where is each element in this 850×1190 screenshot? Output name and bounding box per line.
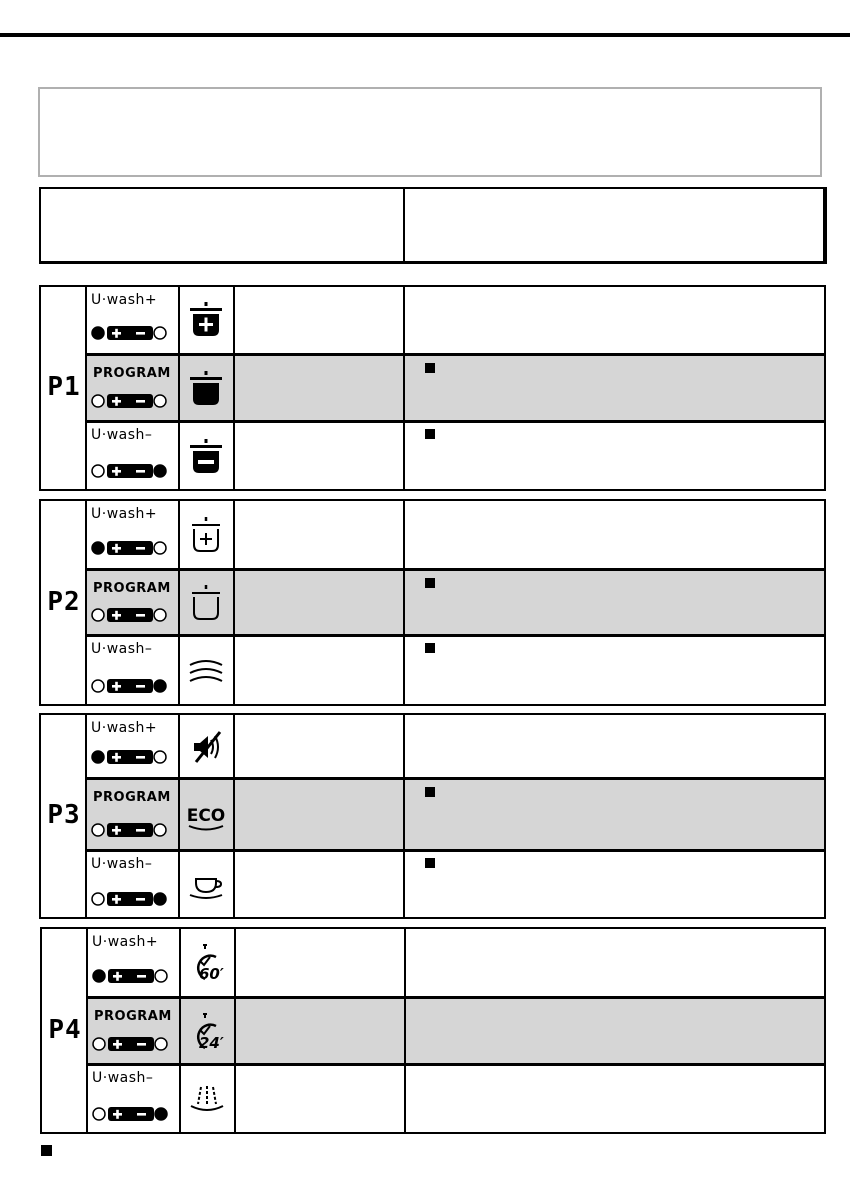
- note-marker: [425, 363, 435, 373]
- waves-icon: [184, 651, 228, 693]
- mode-label: U·wash+: [92, 934, 159, 950]
- description-column-divider: [403, 715, 405, 917]
- pot-plus-filled-icon: [184, 300, 228, 342]
- plus-minus-indicator: [90, 392, 168, 410]
- note-marker: [425, 429, 435, 439]
- icon-column-right-divider: [233, 501, 235, 704]
- top-rule: [0, 33, 850, 37]
- note-marker: [425, 578, 435, 588]
- label-column-divider: [85, 287, 87, 489]
- mode-label: U·wash–: [91, 427, 153, 443]
- description-column-divider: [404, 929, 406, 1132]
- icon-column-right-divider: [234, 929, 236, 1132]
- mode-row: [85, 422, 824, 493]
- plus-minus-indicator: [90, 539, 168, 557]
- group-label: P4: [48, 1014, 82, 1045]
- program-group-p2: [39, 499, 826, 706]
- plus-minus-indicator: [90, 821, 168, 839]
- timer-60-icon: [185, 943, 229, 985]
- pot-minus-filled-icon: [184, 437, 228, 479]
- plus-minus-indicator: [90, 890, 168, 908]
- mode-row: [86, 996, 824, 1066]
- label-column-divider: [85, 715, 87, 917]
- title-box: [38, 87, 822, 177]
- spray-icon: [185, 1080, 229, 1122]
- pot-plus-outline-icon: [184, 515, 228, 557]
- group-label: P2: [47, 586, 81, 617]
- plus-minus-indicator: [91, 1035, 169, 1053]
- mode-label: PROGRAM: [93, 790, 171, 805]
- silent-speaker-icon: [184, 726, 228, 768]
- note-marker: [425, 643, 435, 653]
- eco-icon: [184, 795, 228, 837]
- pot-outline-icon: [184, 583, 228, 625]
- description-column-divider: [403, 501, 405, 704]
- mode-row: [85, 715, 824, 779]
- group-label: P3: [47, 800, 81, 830]
- plus-minus-indicator: [90, 677, 168, 695]
- plus-minus-indicator: [90, 324, 168, 342]
- header-table: [39, 187, 827, 264]
- mode-row: [85, 851, 824, 921]
- plus-minus-indicator: [91, 1105, 169, 1123]
- header-divider: [403, 189, 405, 264]
- plus-minus-indicator: [90, 606, 168, 624]
- label-column-divider: [86, 929, 88, 1132]
- label-column-divider: [85, 501, 87, 704]
- program-group-p3: [39, 713, 826, 919]
- mode-row: [85, 636, 824, 708]
- mode-label: PROGRAM: [94, 1009, 172, 1024]
- icon-column-right-divider: [233, 287, 235, 489]
- icon-column-left-divider: [178, 287, 180, 489]
- plus-minus-indicator: [90, 462, 168, 480]
- pot-filled-icon: [184, 369, 228, 411]
- mode-row: [85, 568, 824, 637]
- mode-label: U·wash+: [91, 292, 158, 308]
- mode-row: [85, 287, 824, 355]
- mode-label: U·wash+: [91, 506, 158, 522]
- program-group-p4: [40, 927, 826, 1134]
- timer-24-icon: [185, 1012, 229, 1054]
- mode-row: [86, 1065, 824, 1136]
- plus-minus-indicator: [91, 967, 169, 985]
- mode-label: U·wash–: [92, 1070, 154, 1086]
- mode-label: U·wash–: [91, 641, 153, 657]
- note-marker: [425, 858, 435, 868]
- footnote-marker: [41, 1145, 52, 1156]
- timer-label: 60′: [199, 964, 224, 983]
- mode-label: U·wash–: [91, 856, 153, 872]
- group-label: P1: [47, 372, 81, 402]
- mode-row: [85, 777, 824, 852]
- icon-column-left-divider: [178, 715, 180, 917]
- svg-text:ECO: ECO: [186, 806, 226, 826]
- plus-minus-indicator: [90, 748, 168, 766]
- icon-column-left-divider: [178, 501, 180, 704]
- icon-column-right-divider: [233, 715, 235, 917]
- mode-label: U·wash+: [91, 720, 158, 736]
- mode-row: [86, 929, 824, 998]
- mode-label: PROGRAM: [93, 581, 171, 596]
- icon-column-left-divider: [179, 929, 181, 1132]
- description-column-divider: [403, 287, 405, 489]
- program-group-p1: [39, 285, 826, 491]
- mode-row: [85, 353, 824, 423]
- mode-row: [85, 501, 824, 570]
- cup-icon: [184, 865, 228, 907]
- note-marker: [425, 787, 435, 797]
- timer-label: 24′: [199, 1033, 224, 1052]
- mode-label: PROGRAM: [93, 366, 171, 381]
